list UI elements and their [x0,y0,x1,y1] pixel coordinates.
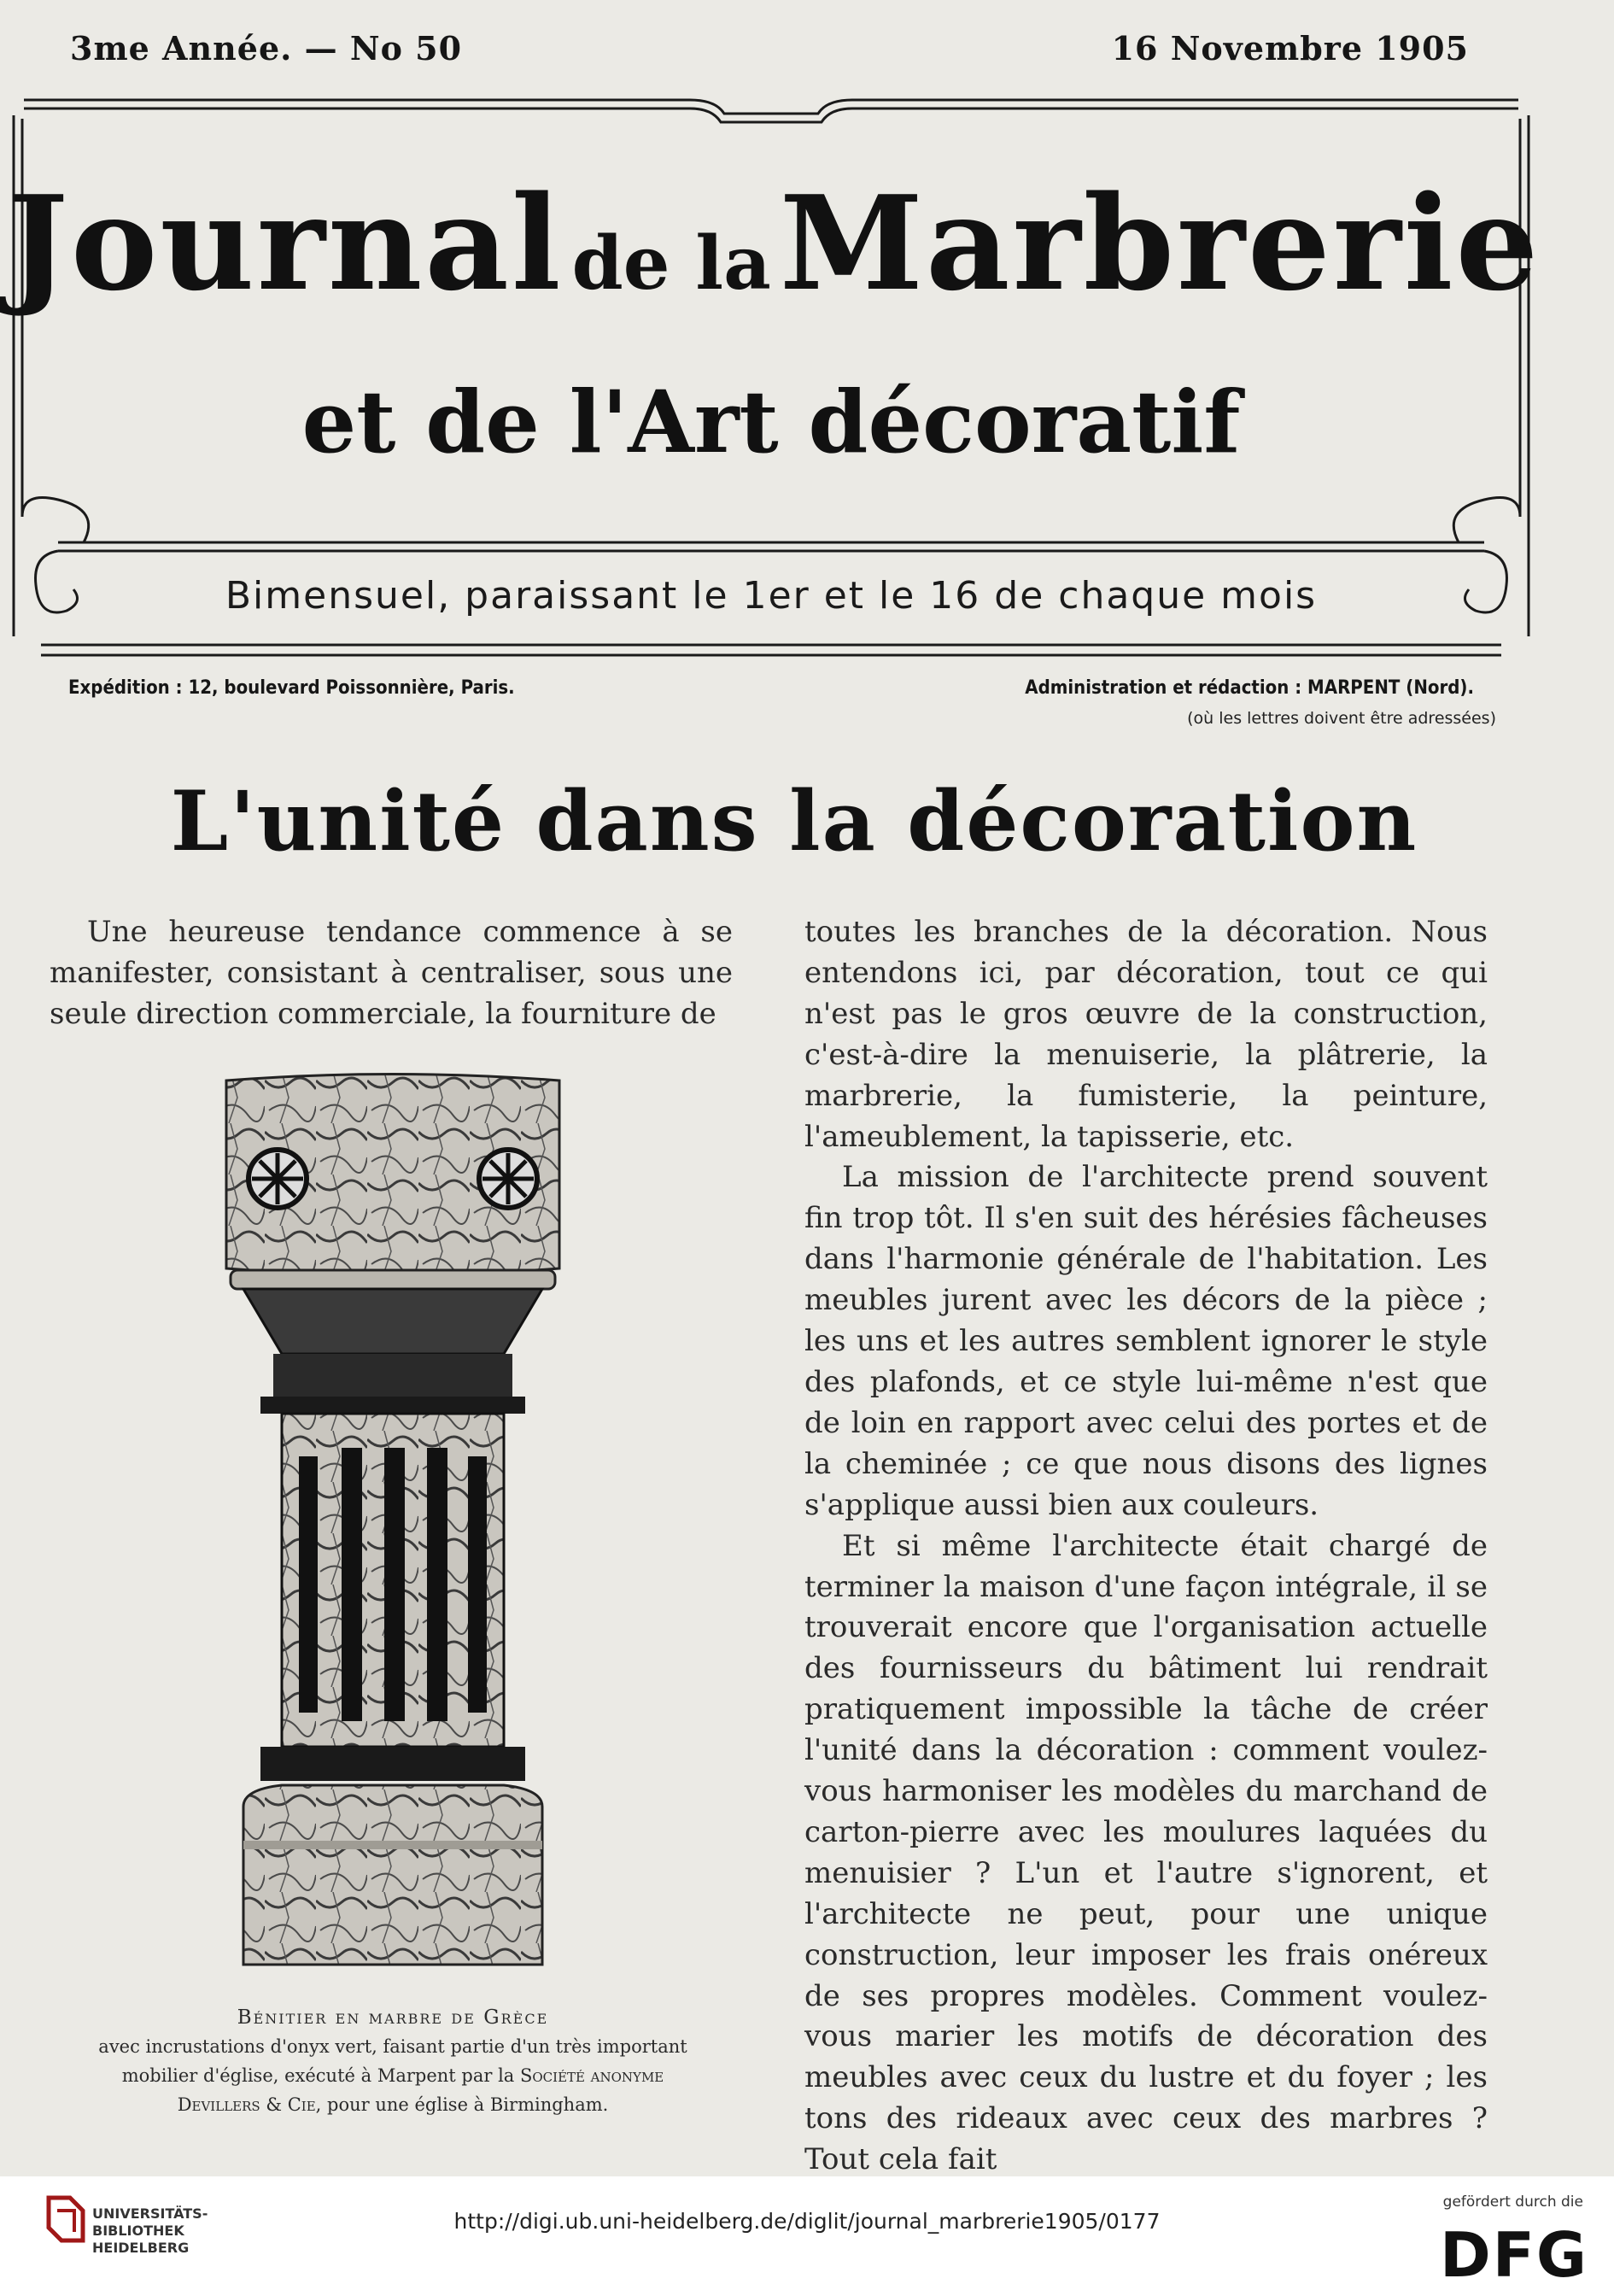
caption-line-3-text: , pour une église à Birmingham. [315,2094,609,2115]
administration-address: Administration et rédaction : MARPENT (Nord). [1025,677,1474,699]
masthead-subtitle: et de l'Art décoratif [301,372,1241,472]
article-lead-paragraph: Une heureuse tendance commence à se manifester, consistant à centraliser, sous une seule direction commerciale, la fourniture de [50,915,733,1031]
caption-line-1: avec incrustations d'onyx vert, faisant partie d'un très important [98,2036,687,2057]
library-line-3: HEIDELBERG [92,2240,190,2256]
caption-title: Bénitier en marbre de Grèce [237,2006,549,2029]
source-url-link[interactable]: http://digi.ub.uni-heidelberg.de/diglit/journal_marbrerie1905/0177 [453,2209,1161,2234]
caption-line-3 [34,2090,751,2119]
benitier-illustration [213,1072,572,1969]
library-line-1: UNIVERSITÄTS- [92,2205,208,2222]
article-paragraph-3: Et si même l'architecte était chargé de terminer la maison d'une façon intégrale, il se trouverait encore que l'organisation actuelle des fournisseurs du bâtiment lui rendrait pratiquement impossible la tâche de créer l'unité dans la décoration : comment voulez-vous harmoniser les modèles du marchand de carton-pierre avec les moulures laquées du menuisier ? L'un et l'autre s'ignorent, et l'architecte ne peut, pour une unique construction, leur imposer les frais onéreux de ses propres modèles. Comment voulez-vous marier les motifs de décoration des meubles avec ceux du lustre et du foyer ; les tons des rideaux avec ceux des marbres ? Tout cela fait [804,1528,1488,2177]
issue-date: 16 Novembre 1905 [1111,29,1469,67]
masthead-frequency: Bimensuel, paraissant le 1er et le 16 de chaque mois [225,574,1318,618]
article-paragraph-1: toutes les branches de la décoration. Nous entendons ici, par décoration, tout ce qui n'est pas le gros œuvre de la construction, c'est-à-dire la menuiserie, la plâtrerie, la marbrerie, la fumisterie, la peinture, l'ameublement, la tapisserie, etc. [804,915,1488,1154]
funding-note: gefördert durch die [1442,2194,1583,2211]
caption-line-2 [34,2061,751,2090]
article-paragraph-2: La mission de l'architecte prend souvent fin trop tôt. Il s'en suit des hérésies fâcheuses dans l'harmonie générale de l'habitation. Les meubles jurent avec les décors de la pièce ; les uns et les autres semblent ignorer le style des plafonds, et ce style lui-même n'est que de loin en rapport avec celui des portes et de la cheminée ; ce que nous disons des lignes s'applique aussi bien aux couleurs. [804,1160,1488,1522]
dfg-logo: DFG [1439,2219,1588,2291]
issue-number: 3me Année. — No 50 [70,29,463,67]
library-line-2: BIBLIOTHEK [92,2223,184,2239]
address-note: (où les lettres doivent être adressées) [1187,709,1496,728]
caption-devillers: Devillers & Cie [177,2094,316,2115]
expedition-address: Expédition : 12, boulevard Poissonnière, Paris. [68,677,515,699]
article-right-column [804,912,1488,2181]
article-title: L'unité dans la décoration [170,773,1418,870]
masthead-title-journal: Journal [7,167,564,319]
benitier-photo [213,1072,572,1969]
masthead-title-marbrerie: Marbrerie [779,167,1541,319]
caption-line-2-text: mobilier d'église, exécuté à Marpent par la [121,2065,515,2086]
masthead-title [7,167,1541,319]
masthead [7,90,1541,660]
footer-bar [0,2176,1614,2296]
caption-company: Société anonyme [520,2065,664,2086]
masthead-title-dela: de la [571,220,771,307]
photo-caption [34,2003,751,2119]
